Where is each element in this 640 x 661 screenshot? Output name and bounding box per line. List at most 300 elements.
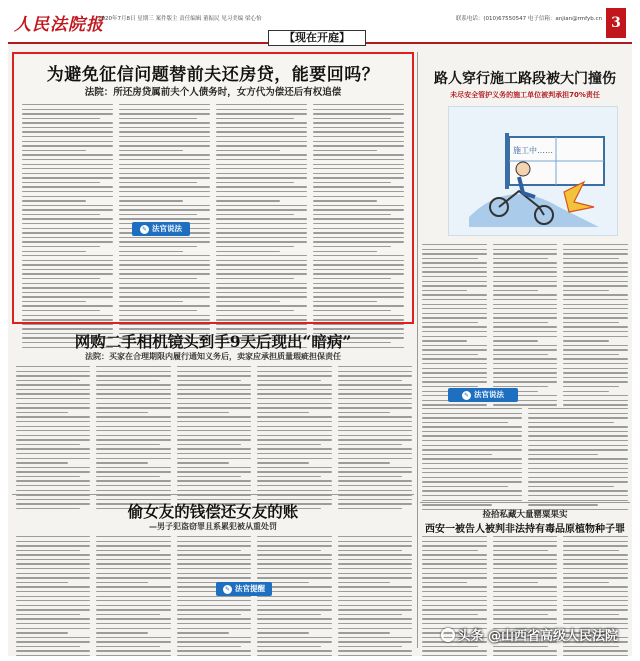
text-line [216,251,280,252]
text-line [528,481,628,482]
text-line [338,577,412,578]
text-line [257,550,321,551]
text-line [216,104,307,105]
text-line [96,641,170,642]
text-line [493,586,558,587]
text-line [216,164,307,165]
text-line [422,477,522,478]
construction-accident-cartoon [448,106,618,236]
text-line [422,336,487,337]
text-line [563,294,628,295]
rt-col-2 [493,244,558,384]
text-line [563,290,608,291]
text-line [338,591,412,592]
text-line [422,490,522,491]
text-line [563,650,628,651]
text-line [22,186,113,187]
text-line [528,440,628,441]
text-line [338,614,402,615]
watermark [441,625,618,644]
text-line [493,308,558,309]
text-line [119,182,197,183]
text-line [338,582,390,583]
text-line [257,559,331,560]
text-line [216,191,307,192]
text-line [96,416,170,417]
text-line [22,264,113,265]
text-line [493,368,558,369]
text-line [563,249,628,250]
text-line [563,573,628,574]
text-line [338,550,402,551]
text-line [422,267,487,268]
text-line [422,358,487,359]
text-line [563,600,628,601]
text-line [338,462,390,463]
text-line [16,467,90,468]
text-line [16,618,90,619]
text-line [313,246,391,247]
text-line [563,267,628,268]
text-line [96,637,170,638]
text-line [96,371,170,372]
text-line [422,550,478,551]
text-line [563,322,619,323]
text-line [177,444,241,445]
text-line [338,573,412,574]
text-line [16,476,80,477]
text-line [563,345,628,346]
text-line [119,113,210,114]
text-line [96,623,170,624]
text-line [216,196,307,197]
text-line [313,209,404,210]
text-line [96,380,160,381]
text-line [313,131,404,132]
text-line [22,237,113,238]
text-line [177,614,241,615]
right-top-body [422,244,628,384]
cartoon-sign-text: 施工中…… [513,146,553,155]
text-line [22,150,86,151]
text-line [422,586,487,587]
text-line [216,315,307,316]
text-line [16,596,90,597]
text-line [177,485,251,486]
right-bottom-subtitle: 西安一被告人被判非法持有毒品原植物种子罪 [425,524,625,535]
text-line [528,445,628,446]
text-line [216,168,307,169]
text-line [177,421,251,422]
text-line [16,485,90,486]
date-line: 2020年7月8日 星期三 案件版主 责任编辑 董振民 见习美编 梁心怡 [98,16,262,22]
text-line [16,403,90,404]
text-line [216,292,307,293]
text-line [422,253,487,254]
text-line [96,632,148,633]
text-line [563,568,628,569]
rc-col-1 [422,408,522,498]
text-line [257,389,331,390]
text-line [96,448,170,449]
text-line [563,336,628,337]
text-line [119,145,210,146]
rc-col-2 [528,408,628,498]
text-line [563,354,619,355]
text-line [16,371,90,372]
text-line [22,141,113,142]
text-line [96,646,160,647]
text-line [338,471,412,472]
page-number: 3 [606,8,626,38]
text-line [177,403,251,404]
text-line [177,398,251,399]
text-line [528,472,628,473]
text-line [16,412,68,413]
text-line [563,550,619,551]
text-line [216,141,307,142]
text-line [422,363,487,364]
text-line [216,310,294,311]
text-line [119,287,210,288]
text-line [493,262,558,263]
text-line [313,186,404,187]
text-line [119,159,210,160]
mid-body [16,366,412,492]
text-line [563,299,628,300]
text-line [422,426,522,427]
text-line [528,486,614,487]
text-line [493,600,558,601]
text-line [177,435,251,436]
bottom-col-2 [96,536,170,648]
text-line [563,582,608,583]
text-line [119,315,210,316]
text-line [563,363,628,364]
text-line [338,458,412,459]
text-line [257,536,331,537]
text-line [177,389,251,390]
headline-app-icon [441,628,455,642]
text-line [493,313,558,314]
text-line [16,623,90,624]
text-line [422,582,467,583]
text-line [422,304,487,305]
text-line [338,448,412,449]
text-line [22,136,113,137]
text-line [216,223,307,224]
text-line [493,271,558,272]
text-line [257,403,331,404]
lead-article[interactable] [12,52,414,324]
text-line [528,413,628,414]
text-line [493,650,558,651]
text-line [313,145,404,146]
text-line [257,380,321,381]
text-line [257,618,331,619]
text-line [16,637,90,638]
text-line [422,299,487,300]
text-line [257,467,331,468]
text-line [338,403,412,404]
text-line [177,550,241,551]
text-line [216,186,307,187]
text-line [338,650,412,651]
text-line [177,628,251,629]
text-line [16,439,90,440]
text-line [96,605,170,606]
text-line [119,136,210,137]
text-line [338,435,412,436]
text-line [257,458,331,459]
text-line [338,600,412,601]
text-line [338,426,412,427]
section-label: 【现在开庭】 [268,30,366,46]
text-line [22,196,113,197]
text-line [22,164,113,165]
lead-subtitle: 法院：所还房贷属前夫个人债务时，女方代为偿还后有权追偿 [84,87,342,98]
text-line [22,269,113,270]
text-line [338,476,402,477]
text-line [177,371,251,372]
text-line [96,435,170,436]
bottom-ribbon-label: 法官提醒 [235,584,265,593]
text-line [22,296,113,297]
text-line [22,145,113,146]
text-line [563,372,628,373]
text-line [257,444,321,445]
right-bottom-title: 捡拾私藏大量罂粟果实 [482,510,568,520]
text-line [216,319,307,320]
text-line [422,281,487,282]
text-line [528,458,628,459]
text-line [493,276,558,277]
text-line [216,273,307,274]
text-line [119,260,210,261]
text-line [96,384,170,385]
text-line [563,395,628,396]
right-ribbon-label: 法官说法 [474,390,504,399]
text-line [119,324,210,325]
text-line [119,305,210,306]
text-line [22,324,113,325]
text-line [422,554,487,555]
text-line [96,586,170,587]
right-top-title: 路人穿行施工路段被大门撞伤 [434,71,616,87]
text-line [216,283,307,284]
text-line [422,345,487,346]
text-line [528,426,628,427]
text-line [563,276,628,277]
newspaper-page [8,6,632,656]
text-line [16,632,68,633]
text-line [16,444,80,445]
text-line [563,340,608,341]
text-line [493,550,549,551]
text-line [422,495,522,496]
text-line [177,545,251,546]
text-line [563,559,628,560]
text-line [22,287,113,288]
text-line [216,296,307,297]
text-line [563,577,628,578]
text-line [177,380,241,381]
text-line [313,168,404,169]
text-line [119,319,210,320]
text-line [96,485,170,486]
text-line [216,269,307,270]
text-line [422,326,487,327]
text-line [338,393,412,394]
text-line [257,545,331,546]
text-line [338,416,412,417]
text-line [257,628,331,629]
text-line [493,596,558,597]
text-line [16,398,90,399]
text-line [313,255,404,256]
text-line [563,377,628,378]
text-line [16,628,90,629]
text-line [313,104,404,105]
text-line [22,260,113,261]
text-line [216,305,307,306]
text-line [422,413,522,414]
text-line [338,609,412,610]
text-line [338,412,390,413]
text-line [493,655,558,656]
text-line [16,393,90,394]
text-line [119,127,210,128]
text-line [313,292,404,293]
text-line [216,200,280,201]
text-line [257,448,331,449]
text-line [422,563,487,564]
text-line [313,232,404,233]
row-divider-right [420,502,630,503]
text-line [216,232,307,233]
text-line [16,416,90,417]
text-line [96,389,170,390]
text-line [177,467,251,468]
text-line [257,384,331,385]
text-line [493,294,558,295]
text-line [16,655,90,656]
text-line [338,421,412,422]
text-line [493,559,558,560]
text-line [313,315,404,316]
text-line [119,269,210,270]
text-line [257,430,331,431]
text-line [563,368,628,369]
text-line [96,462,148,463]
text-line [493,377,558,378]
row-divider [12,494,414,495]
text-line [216,209,307,210]
text-line [563,655,628,656]
text-line [257,426,331,427]
text-line [216,218,307,219]
text-line [96,490,170,491]
text-line [422,294,487,295]
text-line [119,200,183,201]
text-line [563,554,628,555]
text-line [216,237,307,238]
text-line [313,196,404,197]
text-line [313,273,404,274]
text-line [177,600,251,601]
text-line [313,205,404,206]
text-line [96,550,160,551]
contact-line: 联系电话：(010)67550547 电子信箱：anjian@rmfyb.cn [455,16,602,22]
text-line [313,127,404,128]
text-line [563,614,619,615]
newspaper-logo: 人民法院报 [14,15,104,35]
text-line [22,118,100,119]
text-line [422,317,487,318]
text-line [257,398,331,399]
text-line [338,618,412,619]
text-line [563,404,628,405]
text-line [422,377,487,378]
text-line [16,577,90,578]
text-line [493,340,538,341]
text-line [257,573,331,574]
text-line [257,471,331,472]
text-line [96,582,148,583]
text-line [216,287,307,288]
text-line [338,467,412,468]
text-line [177,407,251,408]
text-line [493,618,558,619]
text-line [493,258,549,259]
text-line [493,646,549,647]
text-line [422,650,487,651]
text-line [16,554,90,555]
right-ribbon [448,388,518,402]
text-line [119,218,210,219]
text-line [177,375,251,376]
text-line [422,404,487,405]
text-line [563,326,628,327]
text-line [177,623,251,624]
text-line [422,609,487,610]
text-line [22,223,113,224]
text-line [177,609,251,610]
text-line [313,260,404,261]
text-line [528,490,628,491]
text-line [528,463,628,464]
mid-title: 网购二手相机镜头到手9天后现出“暗病” [74,332,352,351]
text-line [493,577,558,578]
text-line [338,439,412,440]
text-line [16,550,80,551]
text-line [119,214,197,215]
text-line [528,449,628,450]
text-line [338,366,412,367]
text-line [257,435,331,436]
text-line [16,453,90,454]
text-line [257,637,331,638]
text-line [16,384,90,385]
text-line [257,568,331,569]
watermark-text: 头条 @山西省高级人民法院 [457,629,618,644]
text-line [257,485,331,486]
text-line [177,559,251,560]
text-line [119,278,197,279]
text-line [22,241,113,242]
text-line [22,283,113,284]
text-line [16,490,90,491]
